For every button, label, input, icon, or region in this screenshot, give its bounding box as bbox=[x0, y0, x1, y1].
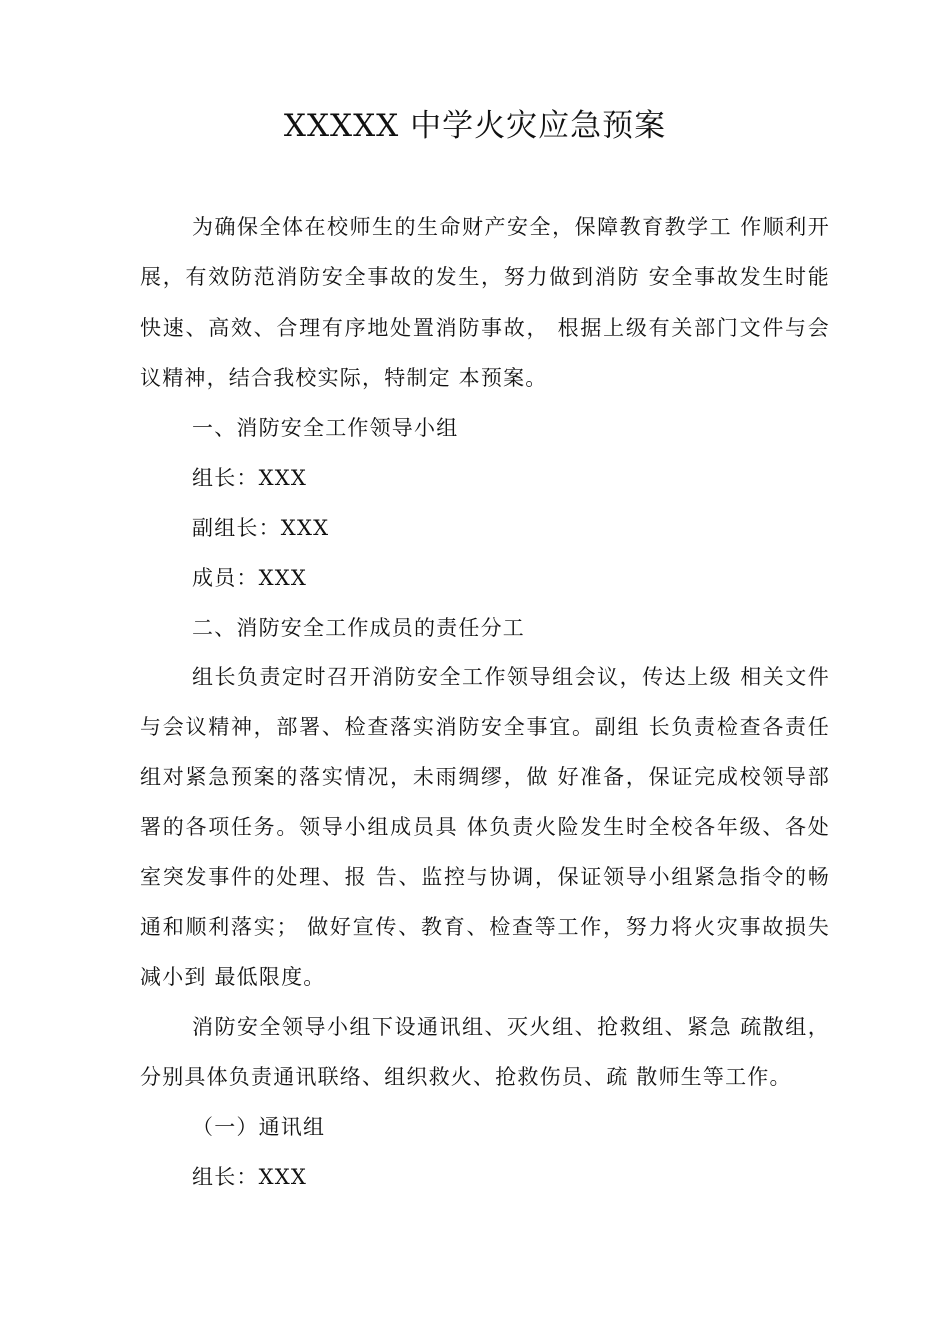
paragraph-line: 分别具体负责通讯联络、组织救火、抢救伤员、疏 散师生等工作。 bbox=[140, 1065, 792, 1089]
paragraph-line: 为确保全体在校师生的生命财产安全，保障教育教学工 作顺利开 bbox=[192, 215, 830, 239]
paragraph-line: 组长负责定时召开消防安全工作领导组会议，传达上级 相关文件 bbox=[192, 665, 830, 689]
role-line: 组长：XXX bbox=[192, 1165, 308, 1189]
paragraph-line: 展，有效防范消防安全事故的发生，努力做到消防 安全事故发生时能 bbox=[140, 265, 830, 289]
section-heading: 一、消防安全工作领导小组 bbox=[192, 416, 459, 440]
role-line: 组长：XXX bbox=[192, 466, 308, 490]
paragraph-line: 署的各项任务。领导小组成员具 体负责火险发生时全校各年级、各处 bbox=[140, 815, 830, 839]
section-heading: 二、消防安全工作成员的责任分工 bbox=[192, 616, 525, 640]
paragraph-line: 室突发事件的处理、报 告、监控与协调，保证领导小组紧急指令的畅 bbox=[140, 865, 830, 889]
paragraph-line: 快速、高效、合理有序地处置消防事故， 根据上级有关部门文件与会 bbox=[140, 316, 830, 340]
document-title: XXXXX 中学火灾应急预案 bbox=[283, 108, 667, 144]
paragraph-line: 消防安全领导小组下设通讯组、灭火组、抢救组、紧急 疏散组， bbox=[192, 1015, 830, 1039]
subsection-heading: （一）通讯组 bbox=[192, 1115, 326, 1139]
paragraph-line: 减小到 最低限度。 bbox=[140, 965, 326, 989]
paragraph-line: 议精神，结合我校实际，特制定 本预案。 bbox=[140, 366, 548, 390]
paragraph-line: 与会议精神，部署、检查落实消防安全事宜。副组 长负责检查各责任 bbox=[140, 715, 830, 739]
role-line: 副组长：XXX bbox=[192, 516, 330, 540]
paragraph-line: 组对紧急预案的落实情况，未雨绸缪，做 好准备，保证完成校领导部 bbox=[140, 765, 830, 789]
paragraph-line: 通和顺利落实； 做好宣传、教育、检查等工作，努力将火灾事故损失 bbox=[140, 915, 830, 939]
role-line: 成员：XXX bbox=[192, 566, 308, 590]
